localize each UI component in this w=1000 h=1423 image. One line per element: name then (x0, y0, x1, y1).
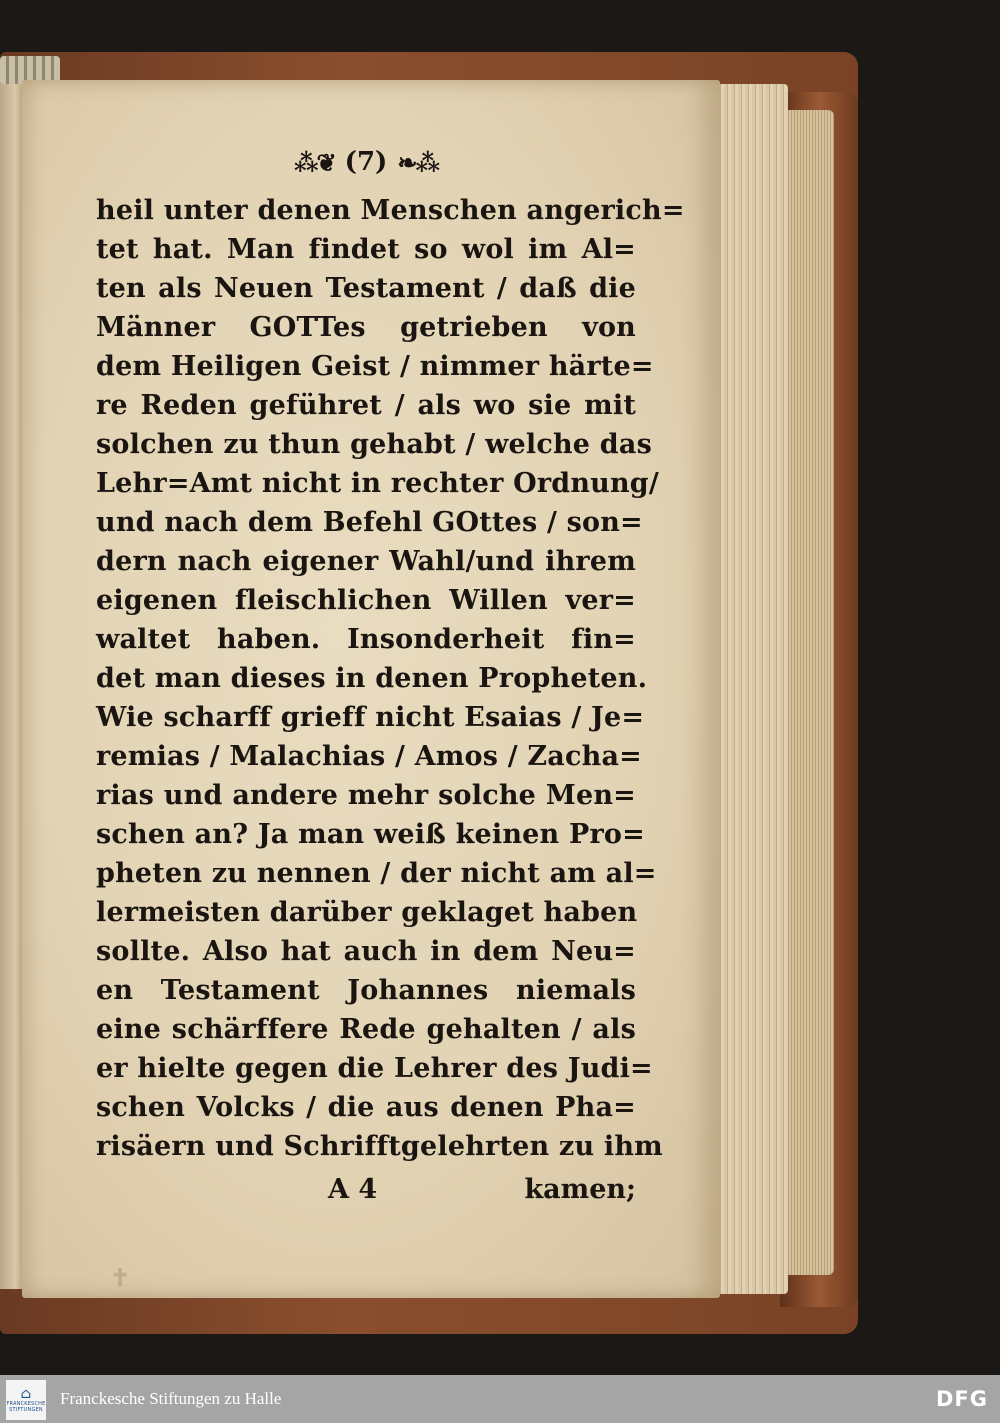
text-line: ten als Neuen Testament / daß die (96, 273, 636, 304)
signature-mark: A 4 (328, 1174, 378, 1205)
text-line: rias und andere mehr solche Men= (96, 780, 636, 811)
text-line: lermeisten darüber geklaget haben (96, 897, 638, 928)
institution-logo[interactable] (6, 1380, 46, 1420)
text-line: solchen zu thun gehabt / welche das (96, 429, 652, 460)
text-line: re Reden geführet / als wo sie mit (96, 390, 636, 421)
text-line: Wie scharff grieff nicht Esaias / Je= (96, 702, 645, 733)
text-line: Lehr=Amt nicht in rechter Ordnung/ (96, 468, 659, 499)
building-icon: ⌂ (20, 1386, 32, 1402)
text-line: eigenen fleischlichen Willen ver= (96, 585, 636, 616)
page-block-edge (710, 84, 788, 1294)
text-line: und nach dem Befehl GOttes / son= (96, 507, 643, 538)
text-line: en Testament Johannes niemals (96, 975, 636, 1006)
text-line: risäern und Schrifftgelehrten zu ihm (96, 1131, 663, 1162)
text-line: tet hat. Man findet so wol im Al= (96, 234, 636, 265)
text-line: schen an? Ja man weiß keinen Pro= (96, 819, 645, 850)
dfg-logo[interactable]: DFG (935, 1387, 988, 1411)
right-ornament-icon: ❧⁂ (397, 147, 439, 177)
page-number: (7) (344, 147, 388, 177)
logo-text: FRANCKESCHE STIFTUNGEN (6, 1401, 46, 1413)
text-line: sollte. Also hat auch in dem Neu= (96, 936, 636, 967)
viewer-footer (0, 1375, 1000, 1423)
left-ornament-icon: ⁂❦ (293, 147, 335, 177)
text-line: remias / Malachias / Amos / Zacha= (96, 741, 642, 772)
page-block-edge-outer (786, 110, 834, 1275)
catchword: kamen; (524, 1174, 636, 1205)
text-line: eine schärffere Rede gehalten / als (96, 1014, 636, 1045)
page-footer-line (96, 1170, 636, 1210)
page-text (96, 140, 685, 1220)
running-head (96, 140, 636, 184)
institution-name[interactable]: Franckesche Stiftungen zu Halle (60, 1389, 282, 1408)
text-line: dern nach eigener Wahl/und ihrem (96, 546, 636, 577)
text-line: er hielte gegen die Lehrer des Judi= (96, 1053, 653, 1084)
text-line: dem Heiligen Geist / nimmer härte= (96, 351, 654, 382)
text-line: Männer GOTTes getrieben von (96, 312, 636, 343)
show-through-text: ✝ (110, 1263, 131, 1292)
text-line: pheten zu nennen / der nicht am al= (96, 858, 657, 889)
text-line: det man dieses in denen Propheten. (96, 663, 648, 694)
text-line: heil unter denen Menschen angerich= (96, 195, 685, 226)
text-line: schen Volcks / die aus denen Pha= (96, 1092, 636, 1123)
text-line: waltet haben. Insonderheit fin= (96, 624, 636, 655)
